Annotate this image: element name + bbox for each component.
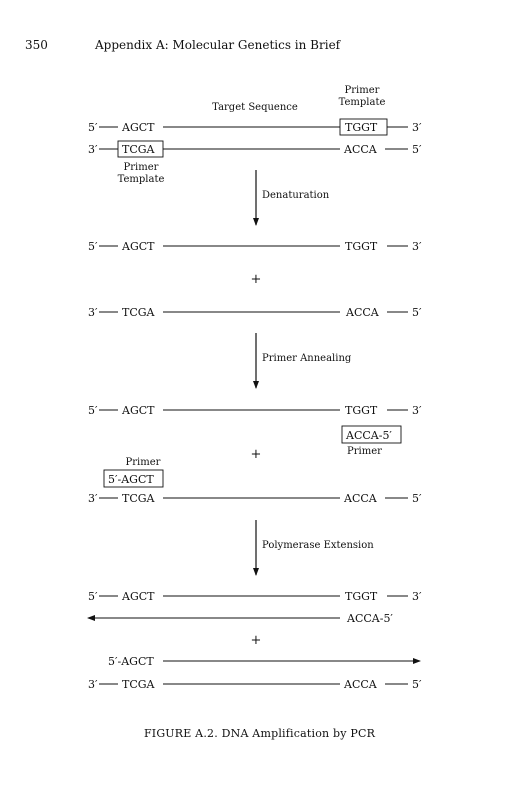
- template-label-bottom: Template: [117, 174, 165, 185]
- primer-label-top: Primer: [344, 85, 380, 96]
- ann-strand1-3prime: 3′: [412, 404, 422, 417]
- sep-strand2-tcga: TCGA: [122, 306, 155, 319]
- sep-strand1-tggt: TGGT: [345, 240, 378, 253]
- ann-strand2-tcga: TCGA: [122, 492, 155, 505]
- ext-strand1-5prime: 5′: [88, 590, 98, 603]
- strand2-3prime: 3′: [88, 143, 98, 156]
- plus-sign-3: +: [250, 633, 262, 648]
- ann-strand2-5prime: 5′: [412, 492, 422, 505]
- primer-label-right: Primer: [347, 446, 382, 457]
- ann-strand1-5prime: 5′: [88, 404, 98, 417]
- ann-strand1-agct: AGCT: [122, 404, 155, 417]
- running-title: Appendix A: Molecular Genetics in Brief: [95, 38, 341, 52]
- strand1-agct: AGCT: [122, 121, 155, 134]
- template-label-top: Template: [338, 97, 386, 108]
- strand1-tggt: TGGT: [345, 121, 378, 134]
- extension-label: Polymerase Extension: [262, 540, 374, 551]
- sep-strand2-5prime: 5′: [412, 306, 422, 319]
- strand1-3prime: 3′: [412, 121, 422, 134]
- figure-caption: FIGURE A.2. DNA Amplification by PCR: [143, 727, 376, 740]
- ext-acca-5: ACCA-5′: [347, 612, 393, 625]
- primer-acca-5: ACCA-5′: [346, 429, 392, 442]
- page-number: 350: [25, 38, 48, 52]
- strand2-tcga: TCGA: [122, 143, 155, 156]
- ext-strand1-tggt: TGGT: [345, 590, 378, 603]
- target-sequence-label: Target Sequence: [212, 102, 298, 113]
- primer-5-agct: 5′-AGCT: [108, 473, 154, 486]
- ext-strand2-3prime: 3′: [88, 678, 98, 691]
- primer-label-left: Primer: [125, 457, 161, 468]
- plus-sign-2: +: [250, 447, 262, 462]
- sep-strand2-3prime: 3′: [88, 306, 98, 319]
- strand2-5prime: 5′: [412, 143, 422, 156]
- sep-strand1-3prime: 3′: [412, 240, 422, 253]
- ann-strand2-acca: ACCA: [344, 492, 377, 505]
- sep-strand2-acca: ACCA: [346, 306, 379, 319]
- ext-strand2-acca: ACCA: [344, 678, 377, 691]
- strand1-5prime: 5′: [88, 121, 98, 134]
- strand2-acca: ACCA: [344, 143, 377, 156]
- plus-sign-1: +: [250, 272, 262, 287]
- ann-strand1-tggt: TGGT: [345, 404, 378, 417]
- ext-strand2-tcga: TCGA: [122, 678, 155, 691]
- ext-strand2-5prime: 5′: [412, 678, 422, 691]
- sep-strand1-5prime: 5′: [88, 240, 98, 253]
- ext-strand1-agct: AGCT: [122, 590, 155, 603]
- primer-label-bottom: Primer: [123, 162, 159, 173]
- annealing-label: Primer Annealing: [262, 353, 352, 364]
- ext-strand1-3prime: 3′: [412, 590, 422, 603]
- sep-strand1-agct: AGCT: [122, 240, 155, 253]
- denaturation-label: Denaturation: [262, 190, 330, 201]
- ext-5-agct: 5′-AGCT: [108, 655, 154, 668]
- ann-strand2-3prime: 3′: [88, 492, 98, 505]
